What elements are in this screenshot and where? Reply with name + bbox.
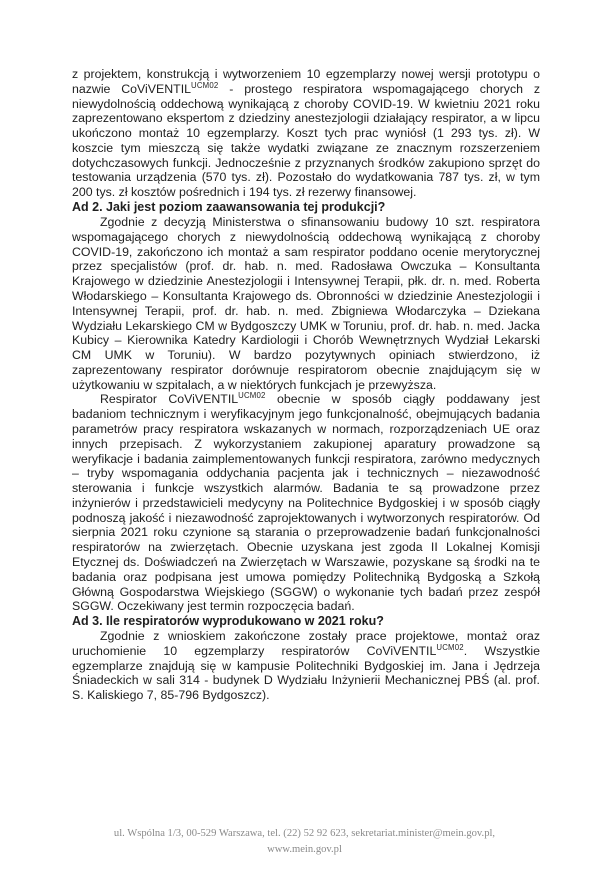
section-3-paragraph (72, 629, 540, 703)
section-2-paragraph-2 (72, 392, 540, 614)
intro-paragraph (72, 67, 540, 200)
section-2-paragraph-2-text-pre: Respirator CoViVENTIL (100, 392, 239, 407)
coviventil-superscript: UCM02 (238, 391, 266, 401)
section-3-paragraph-text-pre: Zgodnie z wnioskiem zakończone zostały prace projektowe, montaż oraz uruchomienie 10 egzemplarzy respiratorów CoViVENTIL (72, 629, 540, 658)
section-3-heading: Ad 3. Ile respiratorów wyprodukowano w 2021 roku? (72, 614, 384, 629)
document-body (72, 67, 540, 703)
footer-address-line: ul. Wspólna 1/3, 00-529 Warszawa, tel. (22) 52 92 623, sekretariat.minister@mein.gov.pl, (113, 828, 496, 839)
section-3-paragraph-text-post: . Wszystkie egzemplarze znajdują się w kampusie Politechniki Bydgoskiej im. Jana i Jędrzeja Śniadeckich w sali 314 - budynek D Wydziału Inżynierii Mechanicznej PBŚ (al. prof. S. Kaliskiego 7, 85-796 Bydgoszcz). (72, 643, 540, 703)
intro-paragraph-text-pre: z projektem, konstrukcją i wytworzeniem 10 egzemplarzy nowej wersji prototypu o nazwie CoViVENTIL (72, 67, 540, 96)
footer-website-line: www.mein.gov.pl (267, 843, 342, 855)
coviventil-superscript: UCM02 (191, 80, 219, 90)
section-2-paragraph-2-text-post: obecnie w sposób ciągły poddawany jest badaniom technicznym i weryfikacyjnym jego funkcjonalność, obejmujących badania parametrów pracy respiratora wskazanych w normach, rozporządzeniach UE oraz innych przepisach. Z wykorzystaniem zakupionej aparatury prowadzone są weryfikacje i badania zaimplementowanych funkcji respiratora, zarówno medycznych – tryby wspomagania oddychania pacjenta jak i technicznych – niezawodność sterowania i funkcje wszystkich alarmów. Badania te są prowadzone przez inżynierów i przedstawicieli medycyny na Politechnice Bydgoskiej i w sposób ciągły podnoszą jakość i niezawodność zaprojektowanych i wytworzonych respiratorów. Od sierpnia 2021 roku czynione są starania o przeprowadzenie badań funkcjonalności respiratorów na zwierzętach. Obecnie uzyskana jest zgoda II Lokalnej Komisji Etycznej ds. Doświadczeń na Zwierzętach w Warszawie, pozyskane są środki na te badania oraz podpisana jest umowa pomiędzy Politechniką Bydgoską a Szkołą Główną Gospodarstwa Wiejskiego (SGGW) o wykonanie tych badań przez zespół SGGW. Oczekiwany jest termin rozpoczęcia badań. (72, 392, 540, 614)
section-2-heading: Ad 2. Jaki jest poziom zaawansowania tej produkcji? (72, 200, 386, 215)
section-2-paragraph-1: Zgodnie z decyzją Ministerstwa o sfinansowaniu budowy 10 szt. respiratora wspomagającego chorych z niewydolnością oddechową wynikającą z choroby COVID-19, zakończono ich montaż a sam respirator poddano ocenie merytorycznej przez specjalistów (prof. dr. hab. n. med. Radosława Owczuka – Konsultanta Krajowego w dziedzinie Anestezjologii i Intensywnej Terapii, płk. dr. n. med. Roberta Włodarskiego – Konsultanta Krajowego ds. Obronności w dziedzinie Anestezjologii i Intensywnej Terapii, prof. dr. hab. n. med. Zbigniewa Włodarczyka – Dziekana Wydziału Lekarskiego CM w Bydgoszczy UMK w Toruniu, prof. dr. hab. n. med. Jacka Kubicy – Kierownika Katedry Kardiologii i Chorób Wewnętrznych Wydział Lekarski CM UMK w Toruniu). W bardzo pozytywnych opiniach stwierdzono, iż zaprezentowany respirator dorównuje respiratorom obecnie znajdującym się w użytkowaniu w szpitalach, a w niektórych funkcjach je przewyższa. (72, 215, 540, 392)
coviventil-superscript: UCM02 (436, 642, 464, 652)
page-footer (0, 826, 609, 857)
intro-paragraph-text-post: - prostego respiratora wspomagającego chorych z niewydolnością oddechową wynikającą z choroby COVID-19. W kwietniu 2021 roku zaprezentowano ekspertom z dziedziny anestezjologii działający respirator, a w lipcu ukończono montaż 10 egzemplarzy. Koszt tych prac wyniósł (1 293 tys. zł). W koszcie tym mieszczą się także wydatki związane ze znacznym rozszerzeniem dotychczasowych funkcji. Jednocześnie z przyznanych środków zakupiono sprzęt do testowania urządzenia (570 tys. zł). Pozostało do wydatkowania 787 tys. zł, w tym 200 tys. zł kosztów pośrednich i 194 tys. zł rezerwy finansowej. (72, 81, 540, 200)
